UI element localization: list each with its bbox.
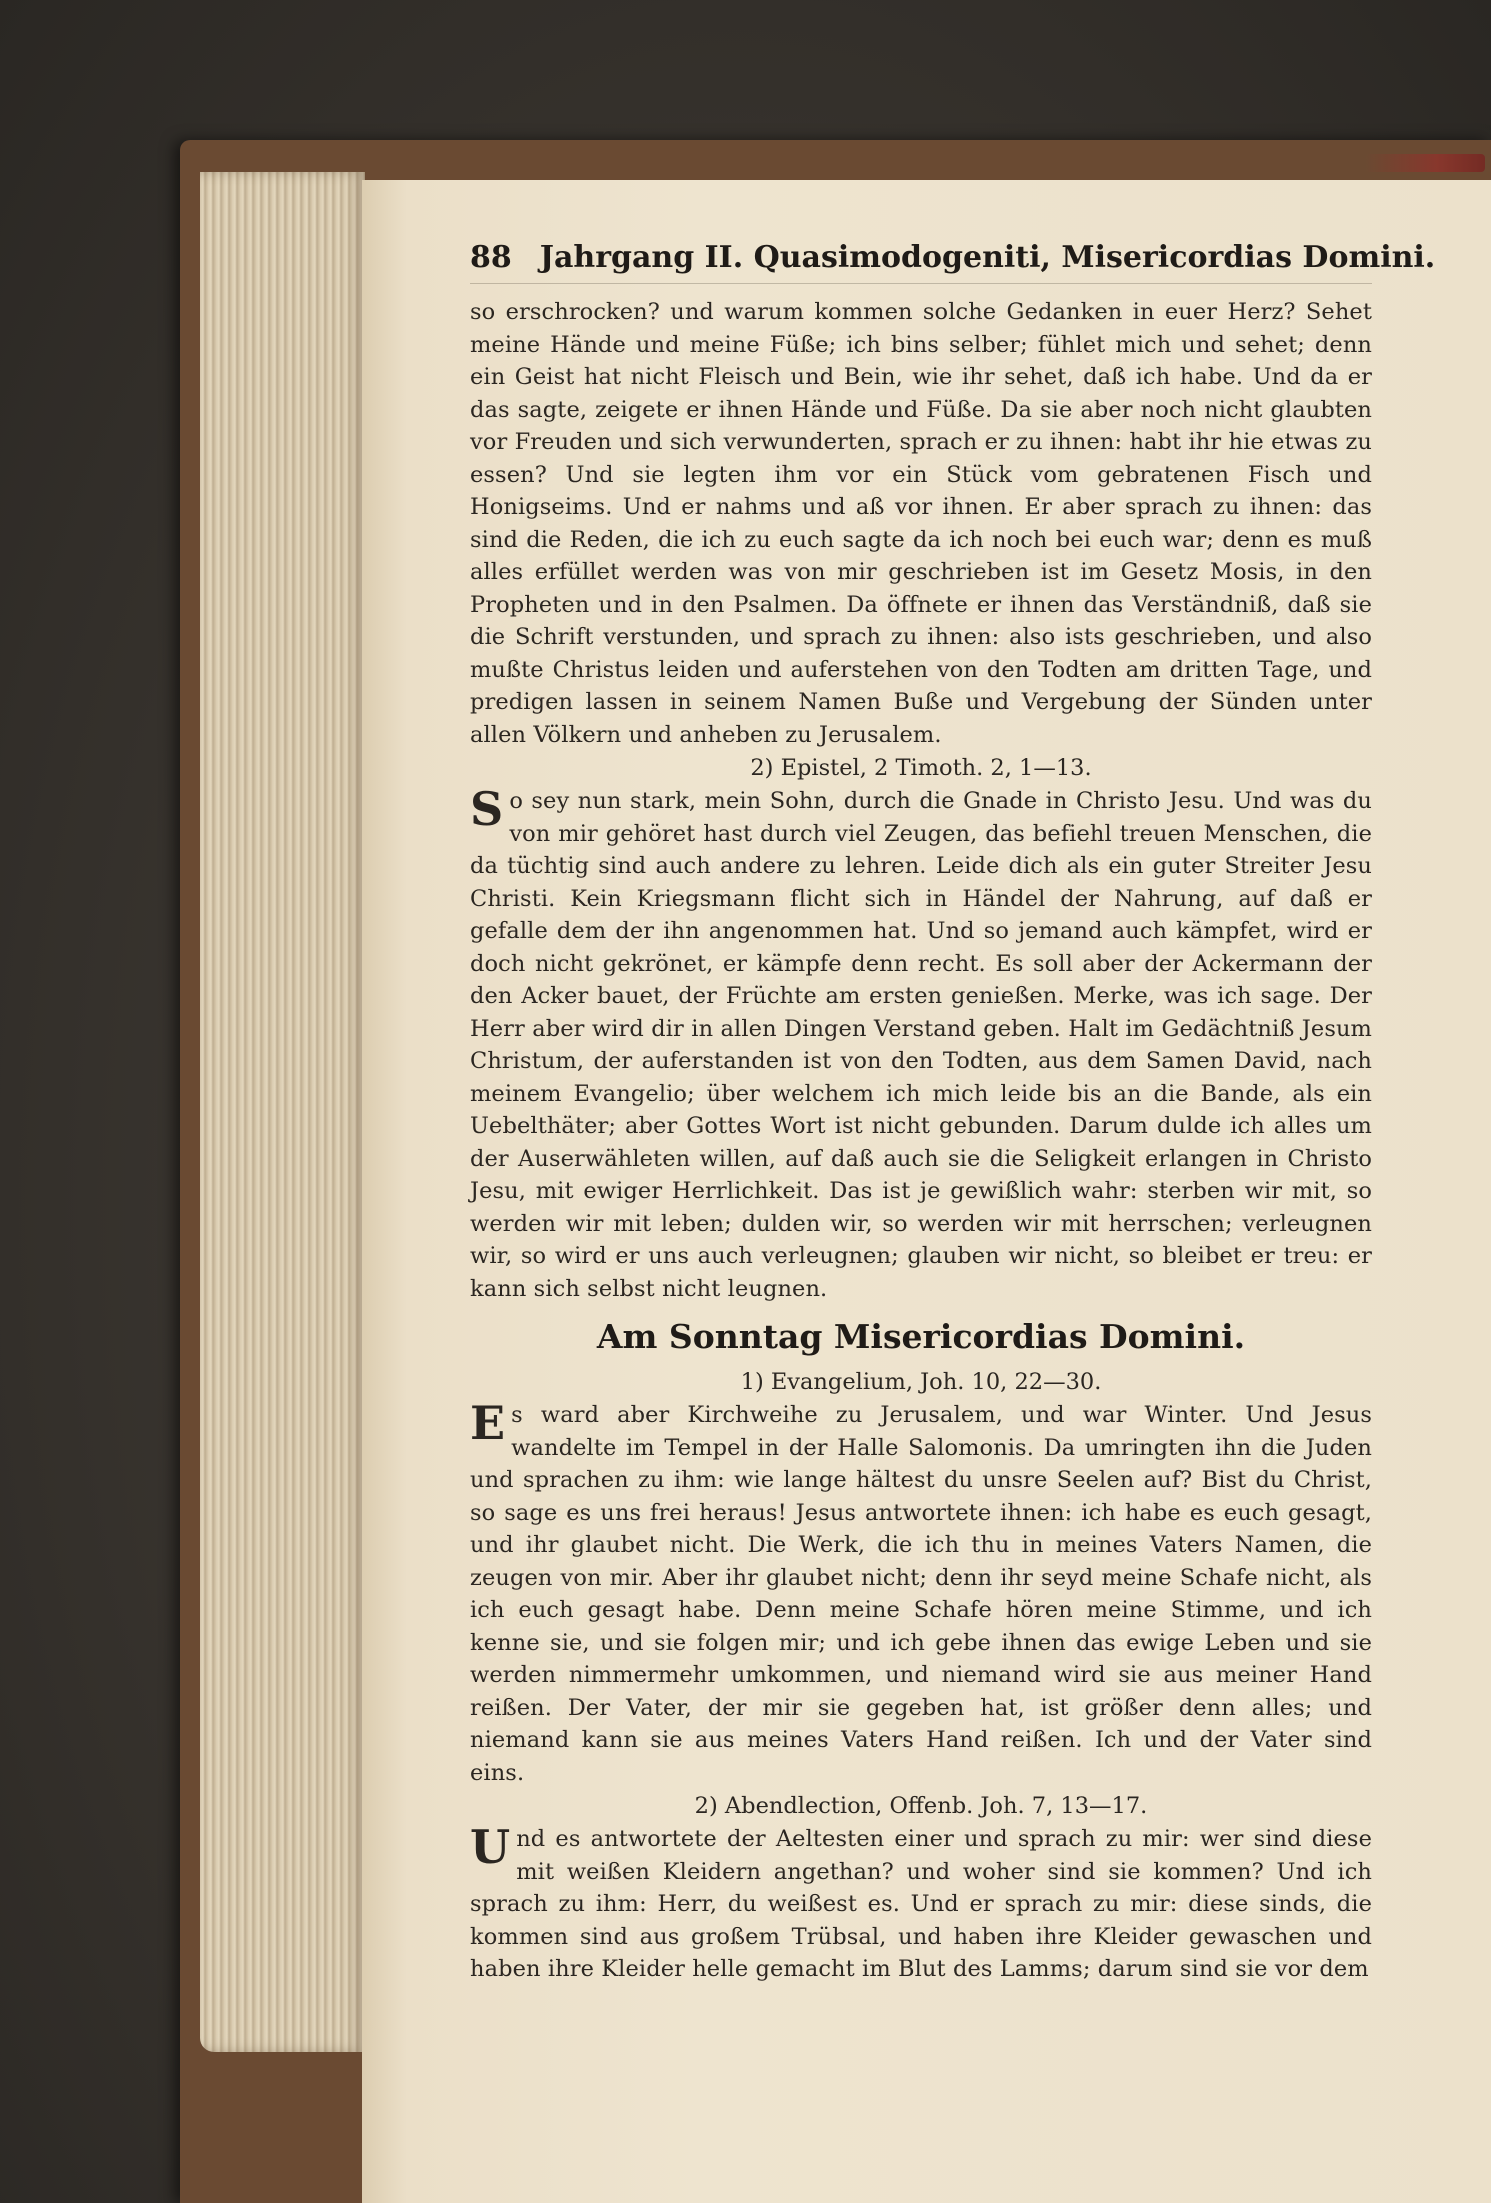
evening-lesson-text: nd es antwortete der Aeltesten einer und sprach zu mir: wer sind diese mit weißen Kleidern angethan? und woher sind sie kommen? Und ich sprach zu ihm: Herr, du weißest es. Und er sprach zu mir: diese sinds, die kommen sind aus großem Trübsal, und haben ihre Kleider gewaschen und haben ihre Kleider helle gemacht im Blut des Lamms; darum sind sie vor dem	[470, 1826, 1372, 1982]
sunday-title: Am Sonntag Misericordias Domini.	[596, 1317, 1246, 1356]
gospel-paragraph	[470, 1396, 1372, 1789]
epistle-paragraph	[470, 782, 1372, 1305]
drop-cap: S	[470, 782, 504, 836]
epistle-heading: 2) Epistel, 2 Timoth. 2, 1—13.	[750, 755, 1092, 781]
text-column	[470, 240, 1436, 1986]
cover-stain-mark	[1365, 154, 1485, 172]
gospel-heading: 1) Evangelium, Joh. 10, 22—30.	[740, 1369, 1102, 1395]
running-title: Jahrgang II. Quasimodogeniti, Misericordias Domini.	[539, 240, 1436, 275]
epistle-text: o sey nun stark, mein Sohn, durch die Gnade in Christo Jesu. Und was du von mir gehöret hast durch viel Zeugen, das befiehl treuen Menschen, die da tüchtig sind auch andere zu lehren. Leide dich als ein guter Streiter Jesu Christi. Kein Kriegsmann flicht sich in Händel der Nahrung, auf daß er gefalle dem der ihn angenommen hat. Und so jemand auch kämpfet, wird er doch nicht gekrönet, er kämpfe denn recht. Es soll aber der Ackermann der den Acker bauet, der Früchte am ersten genießen. Merke, was ich sage. Der Herr aber wird dir in allen Dingen Verstand geben. Halt im Gedächtniß Jesum Christum, der auferstanden ist von den Todten, aus dem Samen David, nach meinem Evangelio; über welchem ich mich leide bis an die Bande, als ein Uebelthäter; aber Gottes Wort ist nicht gebunden. Darum dulde ich alles um der Auserwähleten willen, auf daß auch sie die Seligkeit erlangen in Christo Jesu, mit ewiger Herrlichkeit. Das ist je gewißlich wahr: sterben wir mit, so werden wir mit leben; dulden wir, so werden wir mit herrschen; verleugnen wir, so wird er uns auch verleugnen; glauben wir nicht, so bleibet er treu: er kann sich selbst nicht leugnen.	[470, 788, 1372, 1302]
page-number: 88	[470, 240, 512, 275]
gospel-text: s ward aber Kirchweihe zu Jerusalem, und war Winter. Und Jesus wandelte im Tempel in der Halle Salomonis. Da umringten ihn die Juden und sprachen zu ihm: wie lange hältest du unsre Seelen auf? Bist du Christ, so sage es uns frei heraus! Jesus antwortete ihnen: ich habe es euch gesagt, und ihr glaubet nicht. Die Werk, die ich thu in meines Vaters Namen, die zeugen von mir. Aber ihr glaubet nicht; denn ihr seyd meine Schafe nicht, als ich euch gesagt habe. Denn meine Schafe hören meine Stimme, und ich kenne sie, und sie folgen mir; und ich gebe ihnen das ewige Leben und sie werden nimmermehr umkommen, und niemand wird sie aus meiner Hand reißen. Der Vater, der mir sie gegeben hat, ist größer denn alles; und niemand kann sie aus meines Vaters Hand reißen. Ich und der Vater sind eins.	[470, 1402, 1372, 1786]
evening-lesson-paragraph	[470, 1820, 1372, 1986]
evening-lesson-heading: 2) Abendlection, Offenb. Joh. 7, 13—17.	[694, 1793, 1148, 1819]
running-header	[470, 240, 1436, 284]
drop-cap: U	[470, 1820, 511, 1874]
gospel-continuation-paragraph: so erschrocken? und warum kommen solche Gedanken in euer Herz? Sehet meine Hände und meine Füße; ich bins selber; fühlet mich und sehet; denn ein Geist hat nicht Fleisch und Bein, wie ihr sehet, daß ich habe. Und da er das sagte, zeigete er ihnen Hände und Füße. Da sie aber noch nicht glaubten vor Freuden und sich verwunderten, sprach er zu ihnen: habt ihr hie etwas zu essen? Und sie legten ihm vor ein Stück vom gebratenen Fisch und Honigseims. Und er nahms und aß vor ihnen. Er aber sprach zu ihnen: das sind die Reden, die ich zu euch sagte da ich noch bei euch war; denn es muß alles erfüllet werden was von mir geschrieben ist im Gesetz Mosis, in den Propheten und in den Psalmen. Da öffnete er ihnen das Verständniß, daß sie die Schrift verstunden, und sprach zu ihnen: also ists geschrieben, und also mußte Christus leiden und auferstehen von den Todten am dritten Tage, und predigen lassen in seinem Namen Buße und Vergebung der Sünden unter allen Völkern und anheben zu Jerusalem.	[470, 299, 1372, 748]
drop-cap: E	[470, 1396, 506, 1450]
page-edges	[200, 172, 365, 2052]
book-page	[362, 180, 1491, 2203]
